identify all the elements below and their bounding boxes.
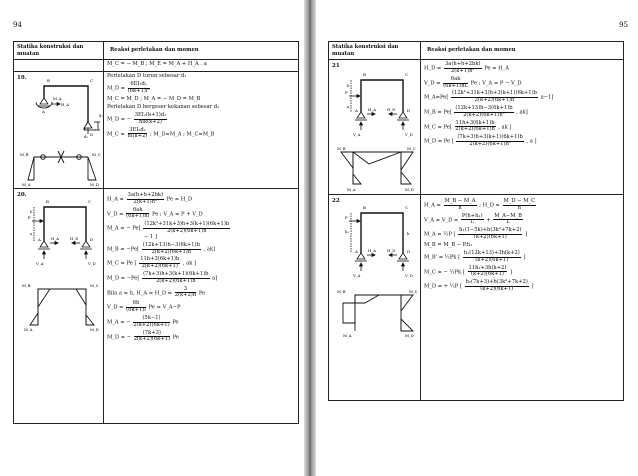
label-D: D: [90, 132, 94, 137]
denominator: 2(k+2)(6k+1)h: [474, 97, 515, 104]
formula-lhs: M_A = −: [107, 319, 131, 326]
fraction: [454, 106, 513, 118]
label-VA: V_A: [353, 273, 361, 278]
label-MA: M_A: [53, 96, 62, 101]
formula-cell: [421, 195, 624, 401]
label-VA: V_A: [353, 132, 361, 137]
formula-rhs: ]: [523, 254, 526, 261]
table-row: [14, 60, 299, 72]
denominator: L: [506, 219, 510, 226]
label-B: B: [47, 78, 50, 83]
condition-text: Perletakan D turun sebesar d₁: [107, 73, 187, 79]
case-cell: [329, 195, 421, 401]
numerator: (12k²+31k+3)h+3(k+1)(6k+1)b: [144, 221, 230, 228]
table-header-row: [329, 42, 624, 60]
label-MB: M_B: [20, 152, 29, 157]
label-VD: V_D: [405, 273, 413, 278]
formula-lhs: M_D = Pe [: [424, 139, 454, 146]
numerator: 11h+3(6k+1)b: [140, 256, 180, 263]
table-row: [14, 72, 299, 189]
label-HA: H_A: [51, 236, 59, 241]
fraction: [493, 214, 523, 226]
frame-diagram: [14, 72, 104, 189]
formula-cell: [104, 72, 299, 189]
formula-lhs: H_D =: [424, 65, 442, 72]
formula-lhs: M_B = Pe[: [424, 109, 452, 116]
formula: M_C = − M_B ; M_E = M_A + H_A . a: [107, 61, 207, 67]
frame-diagram: [329, 195, 421, 345]
case-cell-empty: [14, 60, 104, 72]
fraction: [133, 316, 169, 328]
table-row: [14, 189, 299, 424]
label-P: P: [28, 215, 31, 220]
numerator: 3EI₂(k+1)d₂: [134, 112, 167, 119]
denominator: 2(k+2)(6k+1)h: [151, 248, 192, 255]
label-VD: V_D: [405, 132, 413, 137]
label-HD: H_D: [387, 107, 396, 112]
label-C: C: [90, 78, 94, 83]
formula-rhs: , ak ]: [182, 261, 197, 268]
formula-rhs: , ak]: [516, 109, 528, 116]
label-P: P: [345, 90, 348, 95]
case-cell: [14, 72, 104, 189]
formula-rhs: Pe ; V_A = P + V_D: [151, 211, 203, 218]
denominator: hlk(k+2): [138, 118, 162, 125]
formula-lhs: M_B' = ½Pk [: [424, 254, 461, 261]
fraction: [126, 301, 146, 313]
label-a: a: [347, 104, 350, 109]
numerator: (7k+3)h+3(k+1)(6k+1)b: [143, 271, 209, 278]
label-MC: M_C: [90, 283, 99, 288]
numerator: 11h₁+3h(k+2): [468, 264, 507, 271]
header-structure: Statika konstruksi dan muatan: [329, 42, 421, 60]
label-B: B: [363, 72, 366, 77]
header-structure: Statika konstruksi dan muatan: [14, 42, 104, 60]
book-gutter: [304, 0, 316, 476]
case-number: 19.: [17, 75, 27, 81]
label-HD: H_D: [70, 236, 79, 241]
denominator: (k+2)(6k+1): [480, 286, 514, 292]
table-header-row: [14, 42, 299, 60]
denominator: h: [517, 204, 521, 211]
fraction: [142, 243, 201, 255]
fraction: [134, 113, 167, 125]
label-MC: M_C: [92, 152, 101, 157]
case-number: 20.: [17, 192, 27, 198]
formula-lhs: M_A=Pe[: [424, 95, 449, 102]
case-cell: [14, 189, 104, 424]
label-MC: M_C: [409, 289, 418, 294]
label-MB: M_B: [337, 146, 346, 151]
page-number: 95: [619, 21, 628, 29]
numerator: 6EI₂d₁: [128, 82, 150, 89]
numerator: 11h+3(6k+1)b: [455, 119, 495, 126]
label-HA: H_A: [368, 248, 376, 253]
formula-rhs: Pe = H_A: [484, 65, 510, 72]
formula-lhs: M_D = −Pe[: [107, 275, 140, 282]
label-MD: M_D: [405, 333, 414, 338]
fraction: [175, 287, 196, 299]
fraction: [465, 280, 529, 292]
formula-rhs: Pe: [172, 334, 179, 341]
formula-lhs: V_A = V_D =: [424, 217, 459, 224]
fraction: [443, 77, 468, 89]
formula-rhs: ]: [525, 231, 528, 238]
formula-lhs: M_C = Pe[: [424, 124, 452, 131]
formula-tail: − 1 ]: [144, 233, 157, 240]
formula-rhs: Pe = V_A−P: [148, 305, 181, 312]
header-reactions: Reaksi perletakan dan momen: [104, 42, 299, 60]
label-A: A: [42, 109, 45, 114]
numerator: (12k+13)h−3(6k+1)b: [142, 241, 200, 248]
formula-lhs: M_A = ½P [: [424, 231, 456, 238]
numerator: (12k²+31k+3)h+3(k+1)(6k+1)b: [452, 90, 537, 97]
denominator: (6k+1)hL: [443, 82, 469, 89]
formula-lhs: H_A =: [424, 202, 441, 209]
formula-lhs: M_D =: [107, 85, 126, 92]
label-A: A: [355, 108, 358, 113]
right-page: [316, 0, 638, 476]
formula-lhs: M_C =: [107, 131, 125, 138]
numerator: P(h+h₁): [461, 212, 483, 219]
numerator: (12k+13)h−3(6k+1)b: [455, 105, 513, 112]
numerator: M_B − M_A: [444, 198, 476, 204]
denominator: 2(k+2)(6k+1)h: [155, 277, 196, 284]
fraction: [451, 91, 538, 103]
formula-lhs: V_D =: [107, 305, 124, 312]
case-number: 21: [332, 63, 340, 69]
left-page: [0, 0, 304, 476]
formula: M_C = M_D ; M_A = − M_D = M_B: [107, 95, 201, 102]
label-h1: h₁: [345, 229, 349, 234]
formula-table: [328, 41, 624, 401]
formula-rhs: a−1]: [540, 95, 554, 102]
fraction: [455, 121, 496, 133]
formula-rhs: , ak]: [203, 246, 216, 253]
denominator: hl(k+2): [127, 133, 148, 140]
denominator: (6k+1)hl: [126, 213, 150, 220]
formula-rhs: ; M_D=M_A ; M_C=M_B: [150, 131, 215, 138]
formula-mid: ; H_D =: [479, 202, 500, 209]
table-row: [329, 195, 624, 401]
header-reactions: Reaksi perletakan dan momen: [421, 42, 624, 60]
label-HA: H_A: [368, 107, 376, 112]
label-B: B: [363, 205, 366, 210]
numerator: 3a(h+h+2bk): [444, 61, 481, 68]
label-C: C: [405, 205, 409, 210]
fraction: [128, 82, 150, 94]
label-B: B: [46, 199, 49, 204]
table-row: [329, 60, 624, 195]
denominator: (6k+1)l²: [127, 87, 150, 94]
label-D: D: [90, 237, 94, 242]
formula-rhs: ]: [510, 269, 513, 276]
label-b: b: [30, 209, 33, 214]
formula-lhs: M_D = −: [107, 116, 132, 123]
label-VD: V_D: [88, 261, 96, 266]
formula-rhs: Pe ; V_A = P − V_D: [470, 80, 522, 87]
label-C: C: [405, 72, 409, 77]
denominator: 2(k+2)(6k+1)h: [166, 227, 207, 234]
label-C: C: [88, 199, 92, 204]
formula-lhs: V_D =: [424, 80, 441, 87]
denominator: (k+2)(6k+1): [470, 271, 504, 278]
label-HA: H_A: [61, 102, 69, 107]
formula-rhs: , a ]: [526, 139, 537, 146]
numerator: 6ak: [126, 208, 149, 215]
fraction: [463, 251, 521, 263]
denominator: (6k+1)l: [126, 307, 146, 314]
formula-lhs: V_D =: [107, 211, 124, 218]
formula-rhs: a]: [212, 275, 218, 282]
denominator: h: [458, 204, 462, 211]
numerator: (7k+3): [134, 331, 170, 338]
denominator: 2(k+1)h²: [133, 198, 158, 205]
label-HD: H_D: [387, 248, 396, 253]
label-P: P: [345, 215, 348, 220]
denominator: 2(k+2)(6k+1)h²: [463, 111, 505, 118]
label-MD: M_D: [90, 182, 99, 187]
fraction: [139, 257, 180, 269]
label-A: A: [355, 249, 358, 254]
label-A: A: [38, 237, 41, 242]
fraction: [128, 128, 148, 140]
label-MD: M_D: [405, 187, 414, 192]
denominator: L: [470, 219, 474, 226]
fraction: [444, 62, 482, 74]
formula-rhs: , ak ]: [498, 124, 512, 131]
denominator: 2(k+1)h²: [450, 67, 475, 74]
formula-lhs: Bila a = h, H_A = H_D =: [107, 290, 173, 297]
label-h: h: [407, 231, 410, 236]
formula-rhs: Pe = H_D: [166, 196, 193, 203]
numerator: M_A−M_B: [494, 212, 522, 219]
fraction: [134, 331, 170, 343]
label-d2: d₂: [84, 134, 88, 139]
denominator: 2(k+2)(6k+1)h: [455, 126, 495, 133]
formula-lhs: M_D = −: [107, 334, 132, 341]
label-MA: M_A: [343, 333, 352, 338]
fraction: [468, 266, 508, 278]
label-MD: M_D: [90, 327, 99, 332]
fraction: [127, 193, 165, 205]
denominator: 2(k+2)h: [174, 292, 197, 299]
fraction: [444, 199, 477, 211]
formula-cell: [104, 189, 299, 424]
fraction: [458, 228, 522, 240]
fraction: [461, 214, 484, 226]
numerator: (5k−1): [133, 316, 169, 323]
numerator: 3EI₂d₂: [129, 126, 146, 133]
label-a: a: [30, 231, 33, 236]
formula-table: [13, 41, 299, 424]
denominator: 2(k+2)(6k+1): [133, 336, 170, 343]
condition-text: Perletakan D bergeser kekanan sebesar d₂: [107, 103, 220, 110]
formula-rhs: ]: [531, 284, 534, 290]
formula-lhs: M_D = + ½P [: [424, 284, 462, 290]
case-cell: [329, 60, 421, 195]
label-MA: M_A: [347, 187, 356, 192]
frame-diagram: [14, 189, 104, 339]
label-d1: d₁: [99, 113, 103, 118]
numerator: 6ak: [443, 77, 468, 84]
denominator: (k+2)(6k+1): [473, 233, 507, 240]
denominator: 2(k+2)(6k+1): [141, 263, 178, 270]
formula-lhs: M_C = Pe [: [107, 261, 137, 268]
numerator: 3a(h+h+2bk): [127, 192, 164, 198]
page-number: 94: [13, 21, 22, 29]
denominator: (k+2)(6k+1): [475, 256, 509, 263]
numerator: h₁(7k+3)+h(3k²+7k+2): [465, 279, 528, 286]
fraction: [143, 222, 230, 234]
label-b: b: [347, 83, 350, 88]
formula-lhs: M_A = − Pe[: [107, 225, 141, 232]
label-MA-bottom: M_A: [22, 182, 31, 187]
fraction: [142, 272, 209, 284]
label-D: D: [407, 108, 411, 113]
frame-diagram: [329, 60, 421, 195]
formula-lhs: M_B = −Pe[: [107, 246, 140, 253]
numerator: 3: [175, 287, 196, 294]
formula-lhs: H_A =: [107, 196, 124, 203]
formula-mid: +: [486, 217, 491, 224]
fraction: [503, 199, 537, 211]
formula-cell: [104, 60, 299, 72]
denominator: 2(k+2)(6k+1): [133, 321, 170, 328]
denominator: 2(k+2)(6k+1)h²: [469, 141, 511, 148]
label-MA: M_A: [24, 327, 33, 332]
fraction: [126, 208, 149, 220]
formula-lhs: M_C = − ½Pk [: [424, 269, 465, 276]
numerator: h₁(1−5k)+h(3k²+7k+2): [459, 227, 522, 234]
label-MB: M_B: [22, 283, 31, 288]
label-MB: M_B: [337, 289, 346, 294]
formula-rhs: Pe: [198, 290, 206, 297]
fraction: [456, 135, 523, 147]
label-VA: V_A: [36, 261, 44, 266]
formula-rhs: Pe: [172, 319, 179, 326]
case-number: 22: [332, 198, 340, 204]
numerator: M_D − M_C: [503, 198, 536, 204]
label-D: D: [407, 249, 411, 254]
numerator: h₁(12k+13)+3h(k+2): [463, 250, 520, 257]
label-MC: M_C: [407, 146, 416, 151]
numerator: 6h: [126, 301, 146, 308]
numerator: (7k+3)h+3(k+1)(6k+1)b: [457, 134, 523, 141]
formula-cell: [421, 60, 624, 195]
formula: M_B = M_B − P.h₁: [424, 241, 473, 248]
